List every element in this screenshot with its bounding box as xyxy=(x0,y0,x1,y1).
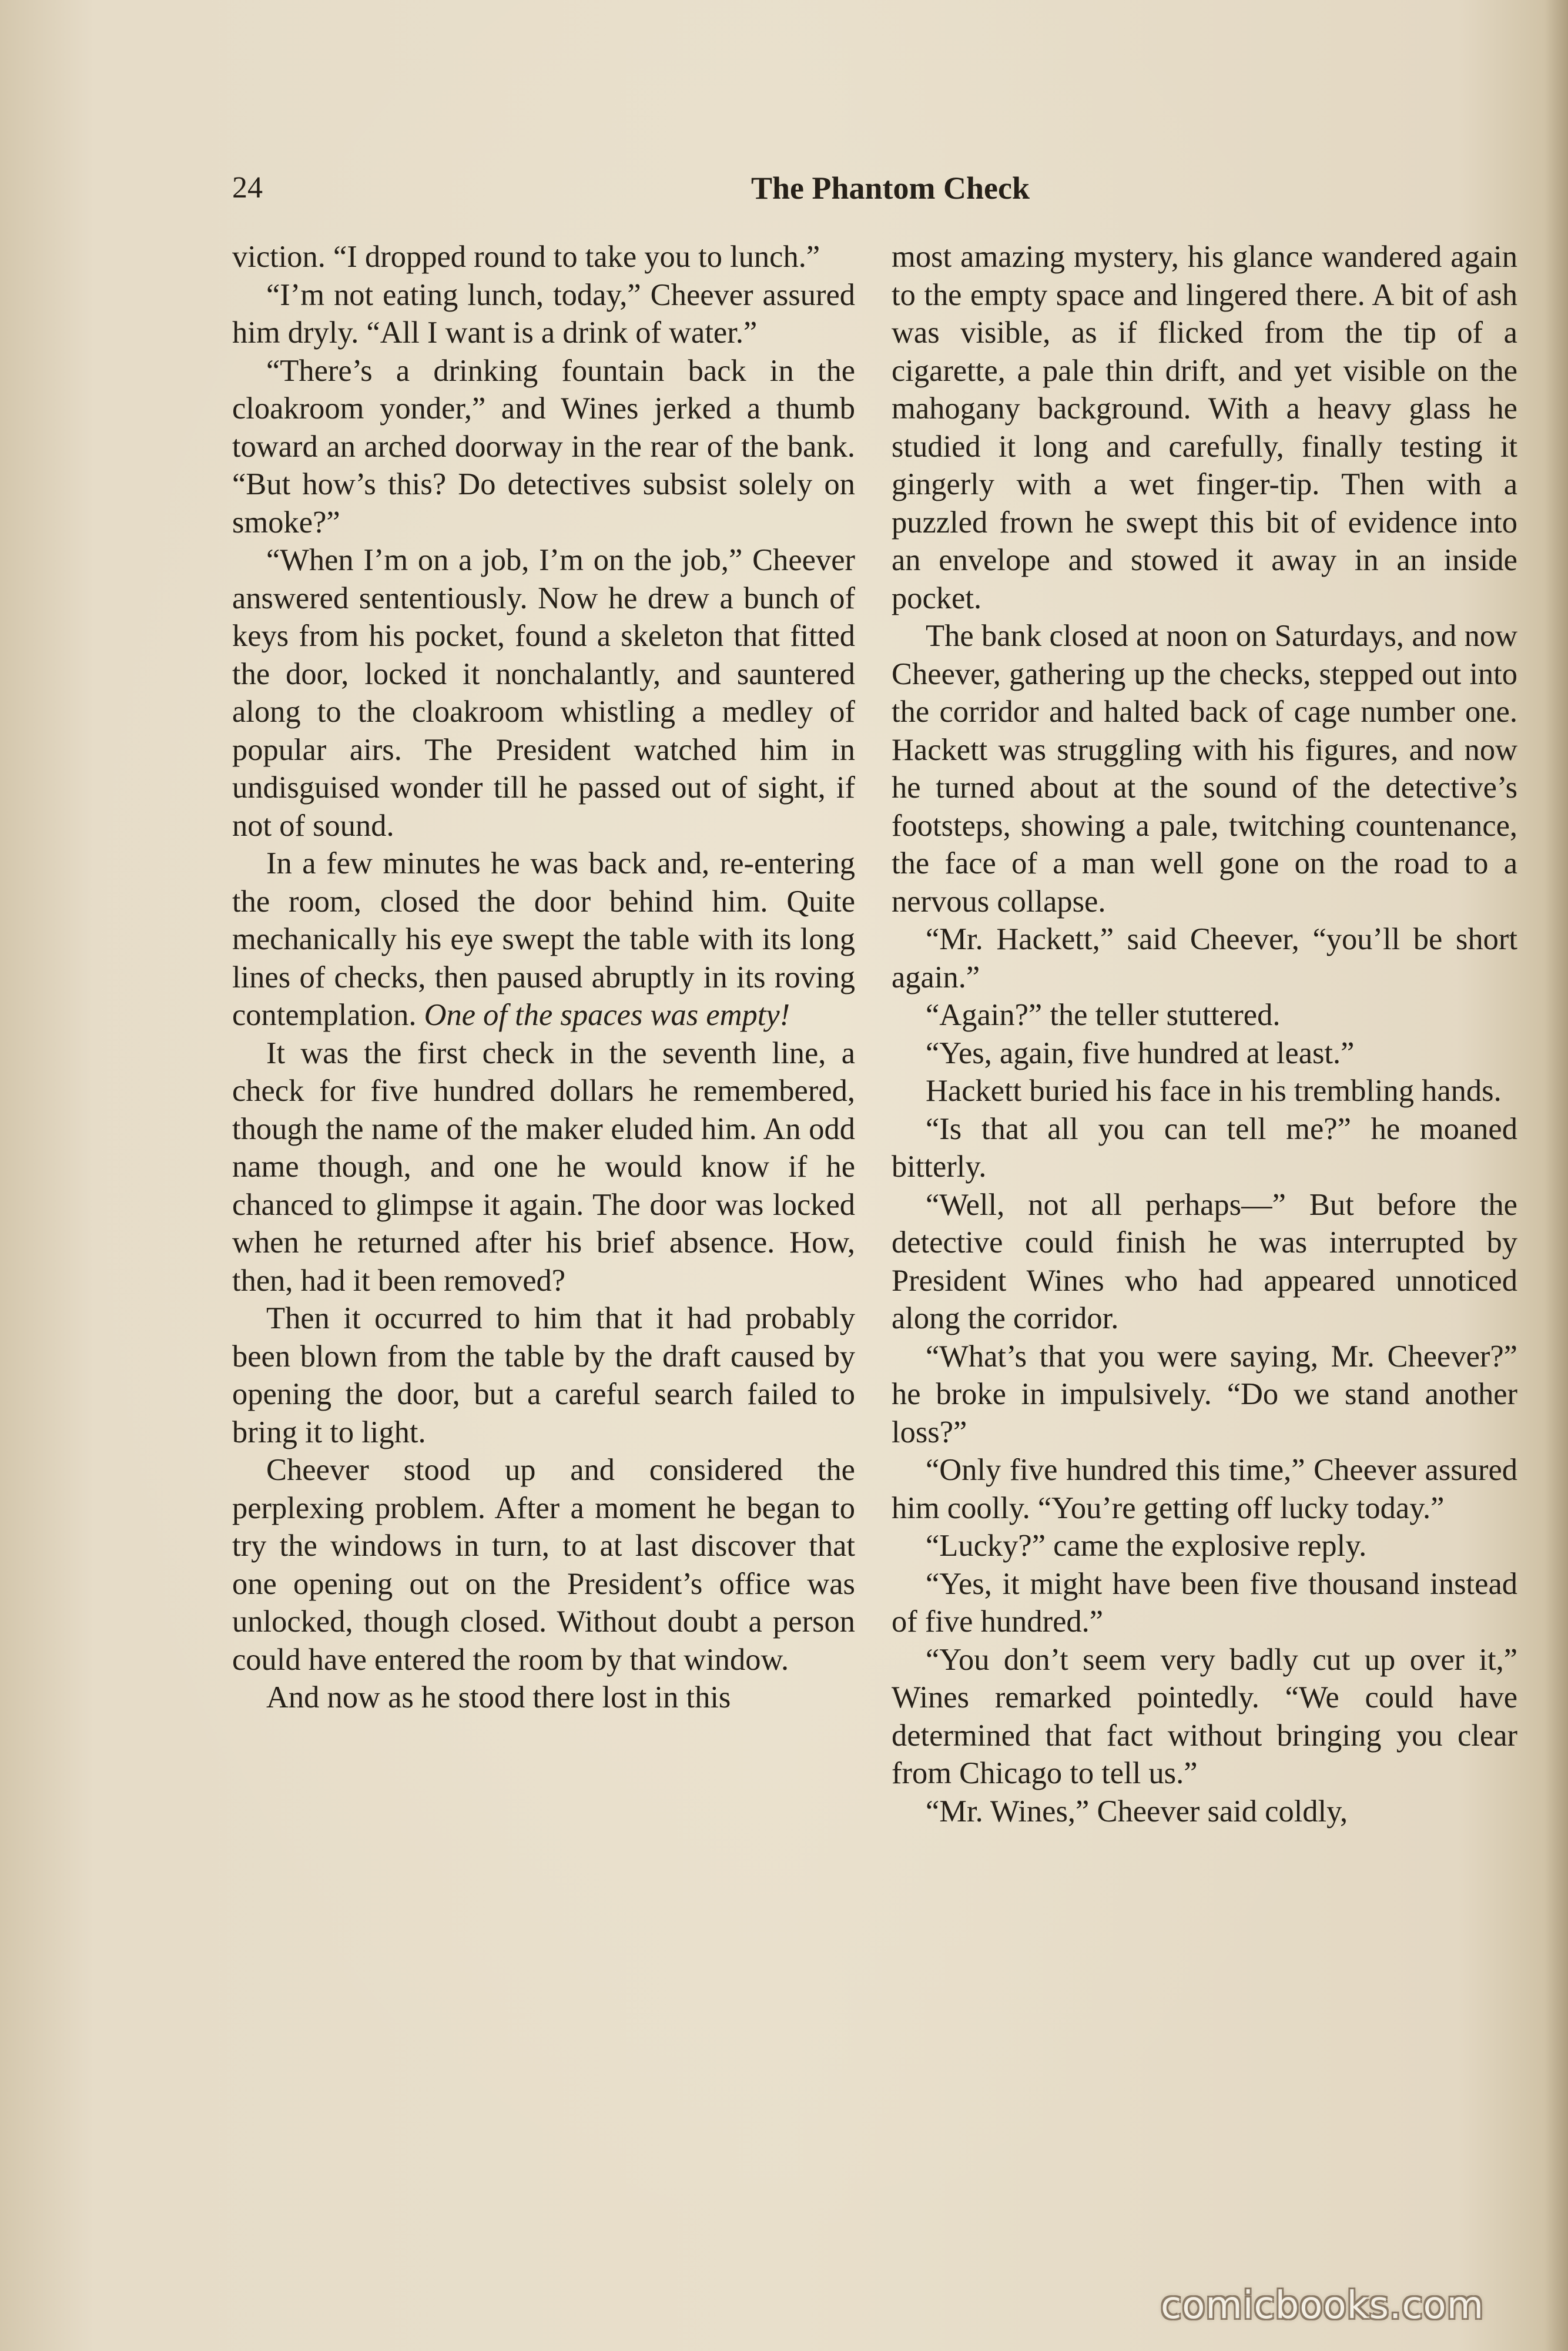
paragraph: “I’m not eating lunch, today,” Cheever assured him dryly. “All I want is a drink of water.” xyxy=(232,277,855,350)
source-watermark: comicbooks.com xyxy=(1161,2284,1485,2327)
paragraph: “When I’m on a job, I’m on the job,” Cheever answered sententiously. Now he drew a bunch of keys from his pocket, found a skeleton that fitted the door, locked it nonchalantly, and sauntered along to the cloakroom whistling a medley of popular airs. The President watched him in undisguised wonder till he passed out of sight, if not of sound. xyxy=(232,543,855,843)
paragraph: “Lucky?” came the explosive reply. xyxy=(926,1529,1367,1563)
paragraph: “Mr. Hackett,” said Cheever, “you’ll be short again.” xyxy=(892,922,1517,994)
paragraph: “Only five hundred this time,” Cheever assured him coolly. “You’re getting off lucky today.” xyxy=(892,1453,1517,1525)
paragraph: It was the first check in the seventh line, a check for five hundred dollars he remembered, though the name of the maker eluded him. An odd name though, and one he would know if he chanced to glimpse it again. The door was locked when he returned after his brief absence. How, then, had it been removed? xyxy=(232,1036,855,1298)
paragraph: “Is that all you can tell me?” he moaned bitterly. xyxy=(892,1111,1517,1184)
paragraph: “Again?” the teller stuttered. xyxy=(926,998,1281,1032)
paragraph: The bank closed at noon on Saturdays, and now Cheever, gathering up the checks, stepped out into the corridor and halted back of cage number one. Hackett was struggling with his figures, and now he turned about at the sound of the detective’s footsteps, showing a pale, twitching countenance, the face of a man well gone on the road to a nervous collapse. xyxy=(892,619,1517,919)
paragraph: “Mr. Wines,” Cheever said coldly, xyxy=(926,1794,1348,1828)
page-edge-shadow xyxy=(1544,0,1568,2351)
paragraph: Hackett buried his face in his trembling hands. xyxy=(926,1074,1502,1108)
paragraph: Cheever stood up and considered the perplexing problem. After a moment he began to try the windows in turn, to at last discover that one opening out on the President’s office was unlocked, though closed. Without doubt a person could have entered the room by that window. xyxy=(232,1453,855,1677)
left-text-column xyxy=(232,238,855,1717)
running-header xyxy=(232,168,1525,215)
italic-emphasis: One of the spaces was empty! xyxy=(424,998,790,1032)
paragraph: “There’s a drinking fountain back in the cloakroom yonder,” and Wines jerked a thumb toward an arched doorway in the rear of the bank. “But how’s this? Do detectives subsist solely on smoke?” xyxy=(232,353,855,540)
page-number: 24 xyxy=(232,171,263,205)
paragraph: “Yes, again, five hundred at least.” xyxy=(926,1036,1355,1070)
paragraph-text: In a few minutes he was back and, re-entering the room, closed the door behind him. Quite mechanically his eye swept the table with its long lines of checks, then paused abruptly in its roving contemplation. xyxy=(232,846,855,1032)
right-text-column xyxy=(892,238,1517,1830)
running-title: The Phantom Check xyxy=(751,170,1030,206)
paragraph xyxy=(232,845,855,1034)
paragraph: “You don’t seem very badly cut up over it,” Wines remarked pointedly. “We could have determined that fact without bringing you clear from Chicago to tell us.” xyxy=(892,1642,1517,1790)
paragraph: most amazing mystery, his glance wandered again to the empty space and lingered there. A bit of ash was visible, as if flicked from the tip of a cigarette, a pale thin drift, and yet visible on the mahogany background. With a heavy glass he studied it long and carefully, finally testing it gingerly with a wet finger-tip. Then with a puzzled frown he swept this bit of evidence into an envelope and stowed it away in an inside pocket. xyxy=(892,240,1517,615)
paragraph: And now as he stood there lost in this xyxy=(266,1680,731,1714)
paragraph: Then it occurred to him that it had probably been blown from the table by the draft caused by opening the door, but a careful search failed to bring it to light. xyxy=(232,1301,855,1449)
paragraph: “What’s that you were saying, Mr. Cheever?” he broke in impulsively. “Do we stand another loss?” xyxy=(892,1339,1517,1449)
paragraph: “Yes, it might have been five thousand instead of five hundred.” xyxy=(892,1566,1517,1639)
paragraph: “Well, not all perhaps—” But before the detective could finish he was interrupted by President Wines who had appeared unnoticed along the corridor. xyxy=(892,1187,1517,1335)
paragraph: viction. “I dropped round to take you to lunch.” xyxy=(232,240,820,274)
